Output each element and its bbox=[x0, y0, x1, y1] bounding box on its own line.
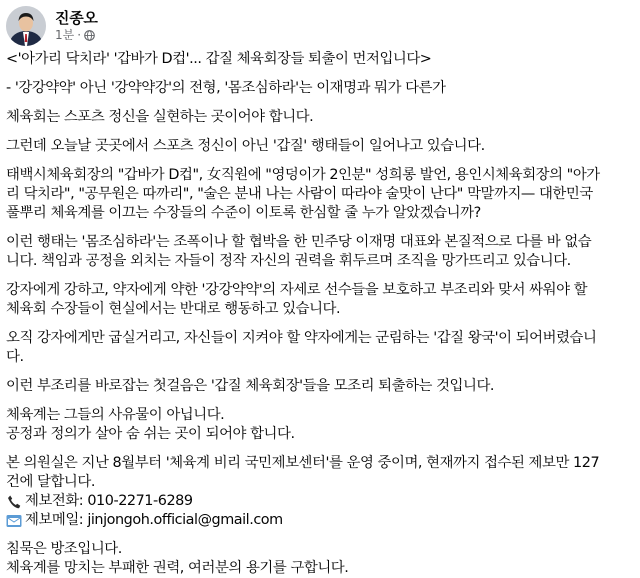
paragraph-3-line: 리 닥치라", "공무원은 따까리", "술은 분내 나는 사람이 따라야 술맛이 난다" 막말까지— 대한민국 bbox=[6, 186, 593, 202]
paragraph-9-line: 건에 달합니다. bbox=[6, 474, 95, 490]
paragraph-3-line: 풀뿌리 체육계를 이끄는 수장들의 수준이 이토록 한심할 줄 누가 알았겠습니까? bbox=[6, 205, 481, 221]
paragraph-8-line: 공정과 정의가 살아 숨 쉬는 곳이 되어야 합니다. bbox=[6, 426, 295, 442]
paragraph-1: 체육회는 스포츠 정신을 실현하는 곳이어야 합니다. bbox=[6, 109, 314, 125]
paragraph-4-line: 이런 행태는 '몸조심하라'는 조폭이나 할 협박을 한 민주당 이재명 대표와 본질적으로 다를 바 없습 bbox=[6, 234, 592, 250]
phone-contact bbox=[6, 492, 636, 511]
paragraph-8 bbox=[6, 406, 636, 444]
paragraph-8-line: 체육계는 그들의 사유물이 아닙니다. bbox=[6, 407, 225, 423]
post-title: <'아가리 닥치라' '갑바가 D컵'... 갑질 체육회장들 퇴출이 먼저입니다> bbox=[6, 51, 432, 67]
phone-icon bbox=[6, 494, 22, 510]
closing-line: 체육계를 망치는 부패한 권력, 여러분의 용기를 구합니다. bbox=[6, 560, 349, 576]
paragraph-3 bbox=[6, 166, 636, 223]
paragraph-4 bbox=[6, 233, 636, 271]
paragraph-7: 이런 부조리를 바로잡는 첫걸음은 '갑질 체육회장'들을 모조리 퇴출하는 것입니다. bbox=[6, 378, 495, 394]
meta-separator: · bbox=[77, 28, 82, 42]
email-text[interactable]: 제보메일: jinjongoh.official@gmail.com bbox=[25, 512, 283, 528]
envelope-icon bbox=[6, 513, 22, 529]
paragraph-5-line: 체육회 수장들이 현실에서는 반대로 행동하고 있습니다. bbox=[6, 301, 341, 317]
paragraph-3-line: 태백시체육회장의 "갑바가 D컵", 女직원에 "영덩이가 2인분" 성희롱 발언, 용인시체육회장의 "아가 bbox=[6, 167, 600, 183]
phone-text: 제보전화: 010-2271-6289 bbox=[25, 493, 193, 509]
paragraph-9 bbox=[6, 454, 636, 530]
paragraph-5 bbox=[6, 281, 636, 319]
author-block bbox=[55, 9, 98, 43]
closing-line: 침묵은 방조입니다. bbox=[6, 541, 122, 557]
post-meta bbox=[55, 28, 98, 43]
post-subtitle: - '강강약약' 아닌 '강약약강'의 전형, '몸조심하라'는 이재명과 뭐가 다른가 bbox=[6, 80, 446, 96]
paragraph-6-line: 다. bbox=[6, 349, 24, 365]
closing bbox=[6, 540, 636, 578]
post-body bbox=[6, 50, 636, 578]
profile-photo bbox=[6, 6, 46, 46]
avatar[interactable] bbox=[6, 6, 46, 46]
globe-icon[interactable] bbox=[84, 30, 95, 41]
paragraph-6-line: 오직 강자에게만 굽실거리고, 자신들이 지켜야 할 약자에게는 군림하는 '갑질 왕국'이 되어버렸습니 bbox=[6, 330, 597, 346]
paragraph-5-line: 강자에게 강하고, 약자에게 약한 '강강약약'의 자세로 선수들을 보호하고 부조리와 맞서 싸워야 할 bbox=[6, 282, 588, 298]
paragraph-4-line: 니다. 책임과 공정을 외치는 자들이 정작 자신의 권력을 휘두르며 조직을 망가뜨리고 있습니다. bbox=[6, 253, 571, 269]
post-time[interactable]: 1분 bbox=[55, 28, 75, 42]
email-contact bbox=[6, 511, 636, 530]
post-header bbox=[6, 6, 98, 46]
author-name[interactable]: 진종오 bbox=[55, 9, 98, 27]
paragraph-2: 그런데 오늘날 곳곳에서 스포츠 정신이 아닌 '갑질' 행태들이 일어나고 있습니다. bbox=[6, 138, 485, 154]
paragraph-9-line: 본 의원실은 지난 8월부터 '체육계 비리 국민제보센터'를 운영 중이며, 현재까지 접수된 제보만 127 bbox=[6, 455, 600, 471]
paragraph-6 bbox=[6, 329, 636, 367]
